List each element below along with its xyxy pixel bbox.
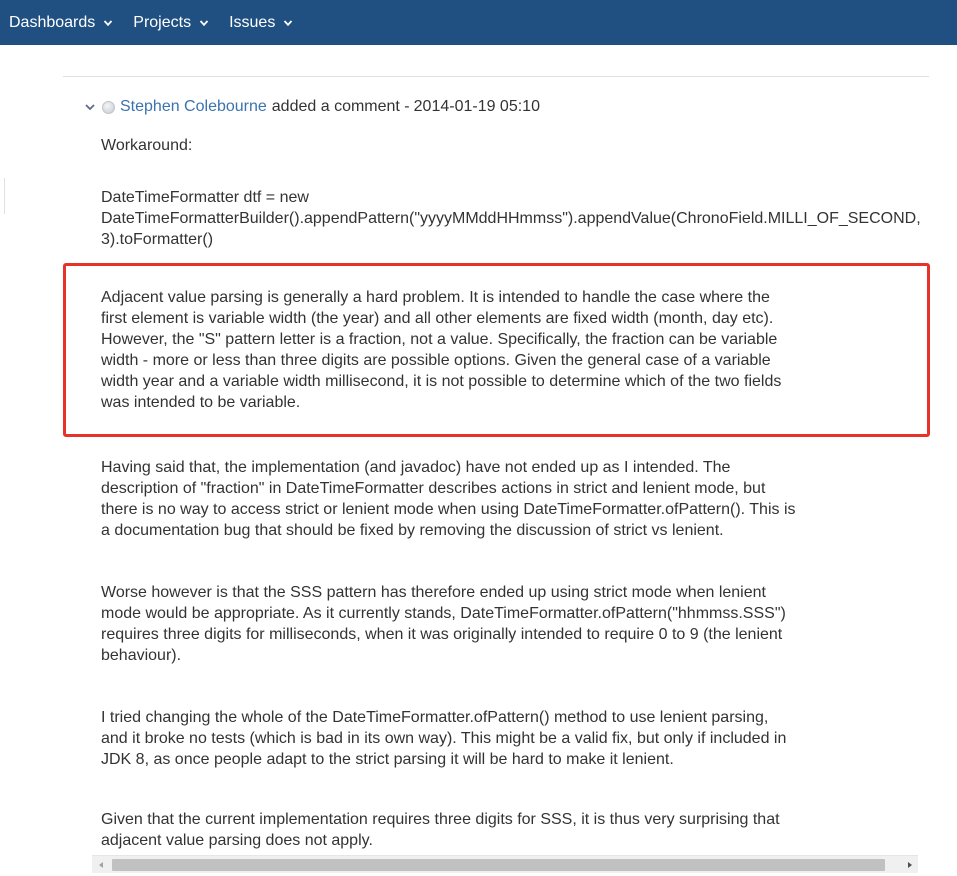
paragraph-line: width year and a variable width millisecond, it is not possible to determine which of the two fields xyxy=(101,373,782,390)
paragraph-line: a documentation bug that should be fixed by removing the discussion of strict vs lenient. xyxy=(101,522,724,539)
code-line: DateTimeFormatterBuilder().appendPattern("yyyyMMddHHmmss").appendValue(ChronoField.MILLI_OF_SECOND, xyxy=(101,210,921,227)
paragraph-line: I tried changing the whole of the DateTimeFormatter.ofPattern() method to use lenient parsing, xyxy=(101,709,769,726)
paragraph-line: mode would be appropriate. As it currently stands, DateTimeFormatter.ofPattern("hhmmss.SSS") xyxy=(101,605,786,622)
chevron-down-icon xyxy=(283,18,293,28)
comment-header xyxy=(84,96,540,118)
chevron-down-icon xyxy=(199,18,209,28)
nav-dashboards[interactable] xyxy=(9,14,113,32)
code-line: DateTimeFormatter dtf = new xyxy=(101,189,309,206)
paragraph-line: Having said that, the implementation (and javadoc) have not ended up as I intended. The xyxy=(101,459,731,476)
comment-action-text: added a comment - xyxy=(271,98,410,115)
nav-dashboards-label: Dashboards xyxy=(9,13,96,31)
activity-divider xyxy=(63,76,929,77)
paragraph-line: JDK 8, as once people adapt to the strict parsing it will be hard to make it lenient. xyxy=(101,751,674,768)
scroll-right-arrow[interactable] xyxy=(901,856,918,873)
horizontal-scrollbar[interactable] xyxy=(92,855,918,873)
comment-paragraph xyxy=(101,582,921,666)
nav-projects-label: Projects xyxy=(133,13,192,31)
paragraph-line: Worse however is that the SSS pattern has therefore ended up using strict mode when lenient xyxy=(101,584,766,601)
scroll-left-arrow[interactable] xyxy=(92,856,109,873)
paragraph-line: adjacent value parsing does not apply. xyxy=(101,832,373,849)
paragraph-line: Given that the current implementation requires three digits for SSS, it is thus very surprising that xyxy=(101,811,780,828)
chevron-down-icon xyxy=(103,18,113,28)
comment-paragraph xyxy=(101,457,921,541)
paragraph-line: requires three digits for milliseconds, when it was originally intended to require 0 to 9 (the lenient xyxy=(101,626,783,643)
nav-issues[interactable] xyxy=(229,14,293,32)
scrollbar-thumb[interactable] xyxy=(112,859,885,871)
paragraph-line: first element is variable width (the year) and all other elements are fixed width (month, day etc). xyxy=(101,310,774,327)
nav-projects[interactable] xyxy=(133,14,209,32)
paragraph-line: was intended to be variable. xyxy=(101,394,301,411)
paragraph-line: there is no way to access strict or lenient mode when using DateTimeFormatter.ofPattern(). This is xyxy=(101,501,796,518)
chevron-down-icon[interactable] xyxy=(84,101,96,113)
code-block xyxy=(101,187,921,250)
workaround-label: Workaround: xyxy=(101,137,193,154)
caret-left-icon xyxy=(97,861,105,869)
paragraph-line: behaviour). xyxy=(101,647,182,664)
comment-paragraph xyxy=(101,287,921,413)
caret-right-icon xyxy=(906,861,914,869)
comment-paragraph xyxy=(101,707,921,770)
nav-issues-label: Issues xyxy=(229,13,276,31)
paragraph-line: However, the "S" pattern letter is a fraction, not a value. Specifically, the fraction can be variable xyxy=(101,331,778,348)
comment-date: 2014-01-19 05:10 xyxy=(413,98,540,115)
comment-paragraph xyxy=(101,809,921,851)
code-line: 3).toFormatter() xyxy=(101,231,214,248)
top-navigation-bar xyxy=(0,0,957,45)
paragraph-line: description of "fraction" in DateTimeFormatter describes actions in strict and lenient mode, but xyxy=(101,480,766,497)
status-dot-icon xyxy=(102,101,115,114)
comment-author-link[interactable]: Stephen Colebourne xyxy=(120,98,267,115)
sidebar-edge xyxy=(0,178,5,214)
paragraph-line: width - more or less than three digits are possible options. Given the general case of a variable xyxy=(101,352,771,369)
paragraph-line: Adjacent value parsing is generally a hard problem. It is intended to handle the case where the xyxy=(101,289,770,306)
paragraph-line: and it broke no tests (which is bad in its own way). This might be a valid fix, but only if included in xyxy=(101,730,787,747)
